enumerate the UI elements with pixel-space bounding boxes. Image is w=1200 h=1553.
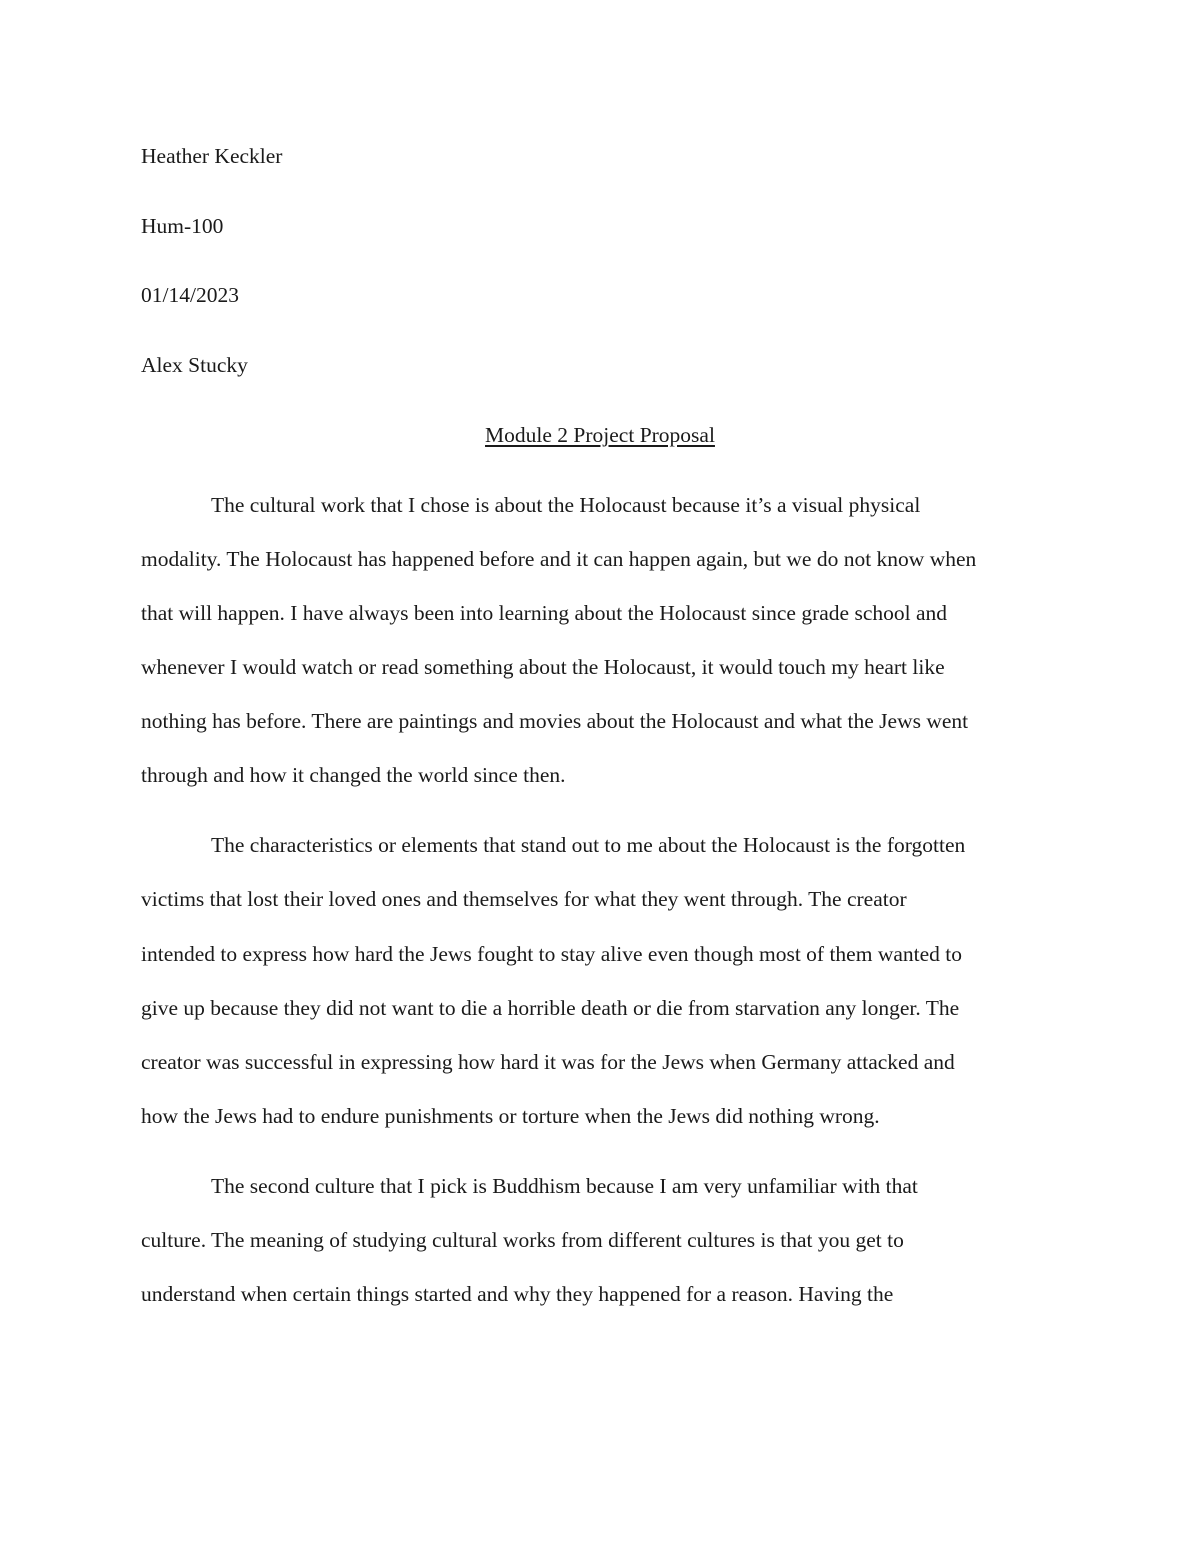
submission-date: 01/14/2023 — [141, 283, 239, 307]
paragraph-line: intended to express how hard the Jews fought to stay alive even though most of them wanted to — [141, 942, 963, 966]
paragraph-line: modality. The Holocaust has happened before and it can happen again, but we do not know when — [141, 547, 977, 571]
paragraph-line: whenever I would watch or read something about the Holocaust, it would touch my heart like — [141, 655, 945, 679]
paragraph-line: how the Jews had to endure punishments or torture when the Jews did nothing wrong. — [141, 1104, 880, 1128]
paragraph-line: that will happen. I have always been into learning about the Holocaust since grade school and — [141, 601, 947, 625]
paragraph-line: give up because they did not want to die a horrible death or die from starvation any longer. The — [141, 996, 960, 1020]
paragraph-line: creator was successful in expressing how hard it was for the Jews when Germany attacked and — [141, 1050, 955, 1074]
paragraph-line: understand when certain things started and why they happened for a reason. Having the — [141, 1282, 894, 1306]
paragraph-line: culture. The meaning of studying cultural works from different cultures is that you get to — [141, 1228, 904, 1252]
paragraph-line: The characteristics or elements that stand out to me about the Holocaust is the forgotten — [211, 833, 966, 857]
paragraph-line: The second culture that I pick is Buddhism because I am very unfamiliar with that — [211, 1174, 918, 1198]
paragraph-line: victims that lost their loved ones and themselves for what they went through. The creator — [141, 887, 907, 911]
paragraph-line: nothing has before. There are paintings and movies about the Holocaust and what the Jews went — [141, 709, 969, 733]
paragraph-line: The cultural work that I chose is about the Holocaust because it’s a visual physical — [211, 493, 921, 517]
document-title: Module 2 Project Proposal — [485, 423, 715, 447]
paragraph-line: through and how it changed the world since then. — [141, 763, 566, 787]
course-code: Hum-100 — [141, 214, 224, 238]
student-name: Heather Keckler — [141, 144, 283, 168]
instructor-name: Alex Stucky — [141, 353, 248, 377]
